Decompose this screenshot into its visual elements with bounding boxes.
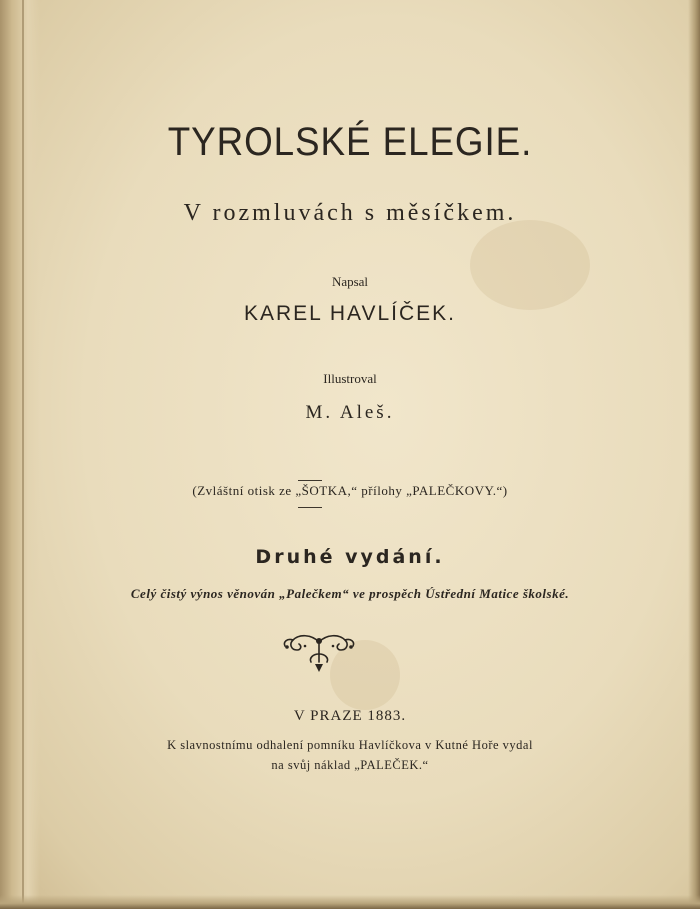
illustrator-label: Illustroval [323,371,377,386]
floral-vignette-icon [279,632,359,676]
reprint-note: (Zvláštní otisk ze „ŠOTKA,“ přílohy „PALEČKOVY.“) [192,483,508,498]
paper-stain [470,220,590,310]
book-title: TYROLSKÉ ELEGIE. [167,120,533,164]
book-subtitle: V rozmluvách s měsíčkem. [183,200,517,226]
author-name: KAREL HAVLÍČEK. [243,302,457,325]
illustrator-name: M. Aleš. [305,402,395,423]
divider-rule [298,480,322,481]
edition-label: Druhé vydání. [255,546,445,568]
publication-note-line-1: K slavnostnímu odhalení pomníku Havlíčkova v Kutné Hoře vydal [167,738,533,752]
place-and-year: V PRAZE 1883. [293,708,407,724]
dedication-text: Celý čistý výnos věnován „Palečkem“ ve prospěch Ústřední Matice školské. [130,586,570,601]
author-label: Napsal [331,274,369,289]
divider-rule [298,507,322,508]
page-bottom-edge [0,895,700,909]
publication-note-line-2: na svůj náklad „PALEČEK.“ [271,758,429,772]
